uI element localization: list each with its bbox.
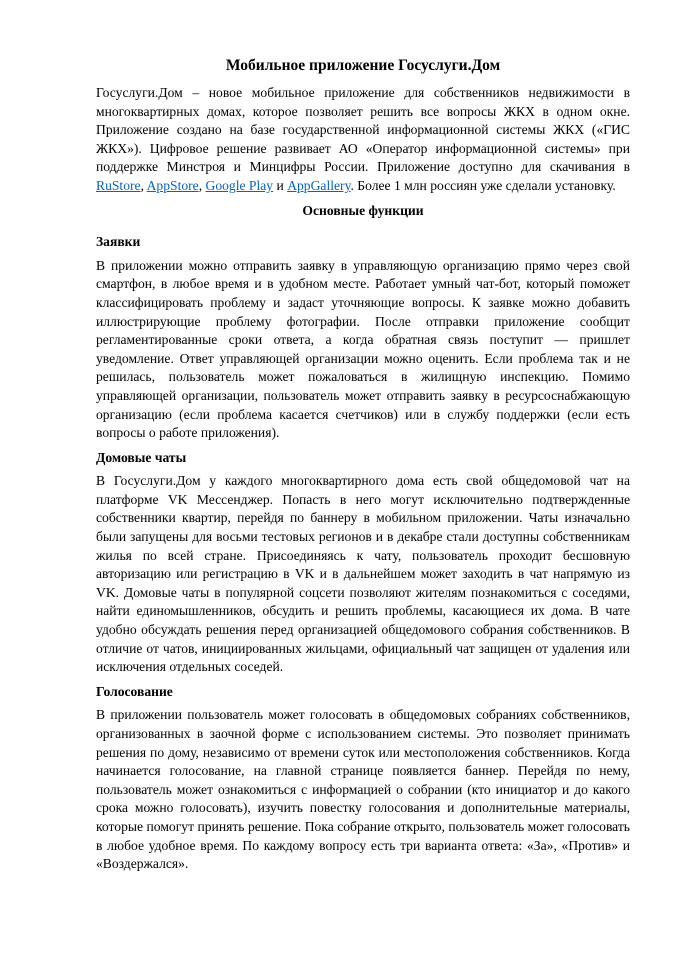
- document-title: Мобильное приложение Госуслуги.Дом: [225, 57, 501, 74]
- main-section-heading: Основные функции: [302, 202, 424, 218]
- subsection-body-zayavki: В приложении можно отправить заявку в управляющую организацию прямо через свой смартфон, в любое время и в удобном месте. Работает умный чат-бот, который поможет классифицировать проблему и задаст уточняющие вопросы. К заявке можно добавить иллюстрирующие проблему фотографии. После отправки приложение сообщит регламентированные сроки ответа, а когда обратная связь поступит — пришлет уведомление. Ответ управляющей организации можно оценить. Если проблема так и не решилась, пользователь может пожаловаться в жилищную инспекцию. Помимо управляющей организации, пользователь может отправить заявку в ресурсоснабжающую организацию (если проблема касается счетчиков) или в службу поддержки (если есть вопросы о работе приложения).: [96, 257, 630, 441]
- subsection-heading-domovye-chaty: Домовые чаты: [96, 449, 187, 465]
- google-play-link[interactable]: Google Play: [205, 177, 274, 193]
- subsection-body-domovye-chaty: В Госуслуги.Дом у каждого многоквартирного дома есть свой общедомовой чат на платформе VK Мессенджер. Попасть в него могут исключительно подтвержденные собственники квартир, перейдя по баннеру в мобильном приложении. Чаты изначально были запущены для восьми тестовых регионов и в декабре стали доступны собственникам жилья по всей стране. Присоединяясь к чату, пользователь проходит бесшовную авторизацию или регистрацию в VK и в дальнейшем может заходить в чат напрямую из VK. Домовые чаты в популярной соцсети позволяют жителям познакомиться с соседями, найти единомышленников, обсудить и решить проблемы, касающиеся их дома. В чате удобно обсуждать решения перед организацией общедомового собрания собственников. В отличие от чатов, инициированных жильцами, официальный чат защищен от удаления или исключения отдельных соседей.: [96, 473, 630, 675]
- appgallery-link[interactable]: AppGallery: [287, 177, 351, 193]
- appstore-link[interactable]: AppStore: [146, 177, 199, 193]
- subsection-heading-golosovanie: Голосование: [96, 683, 173, 699]
- subsection-body-golosovanie: В приложении пользователь может голосовать в общедомовых собраниях собственников, организованных в заочной форме с использованием системы. Это позволяет принимать решения по дому, независимо от времени суток или местоположения собственников. Когда начинается голосование, на главной странице появляется баннер. Перейдя по нему, пользователь может ознакомиться с информацией о собрании (кто инициатор и до какого срока можно голосовать), изучить повестку голосования и дополнительные материалы, которые помогут принять решение. Пока собрание открыто, пользователь может голосовать в любое удобное время. По каждому вопросу есть три варианта ответа: «За», «Против» и «Воздержался».: [96, 707, 630, 872]
- subsection-heading-zayavki: Заявки: [96, 234, 141, 250]
- rustore-link[interactable]: RuStore: [96, 177, 141, 193]
- intro-paragraph: Госуслуги.Дом – новое мобильное приложение для собственников недвижимости в многоквартирных домах, которое позволяет решить все вопросы ЖКХ в одном окне. Приложение создано на базе государственной информационной системы ЖКХ («ГИС ЖКХ»). Цифровое решение развивает АО «Оператор информационной системы» при поддержке Минстроя и Минцифры России. Приложение доступно для скачивания в RuStore, AppStore, Google Play и AppGallery. Более 1 млн россиян уже сделали установку.: [96, 85, 630, 193]
